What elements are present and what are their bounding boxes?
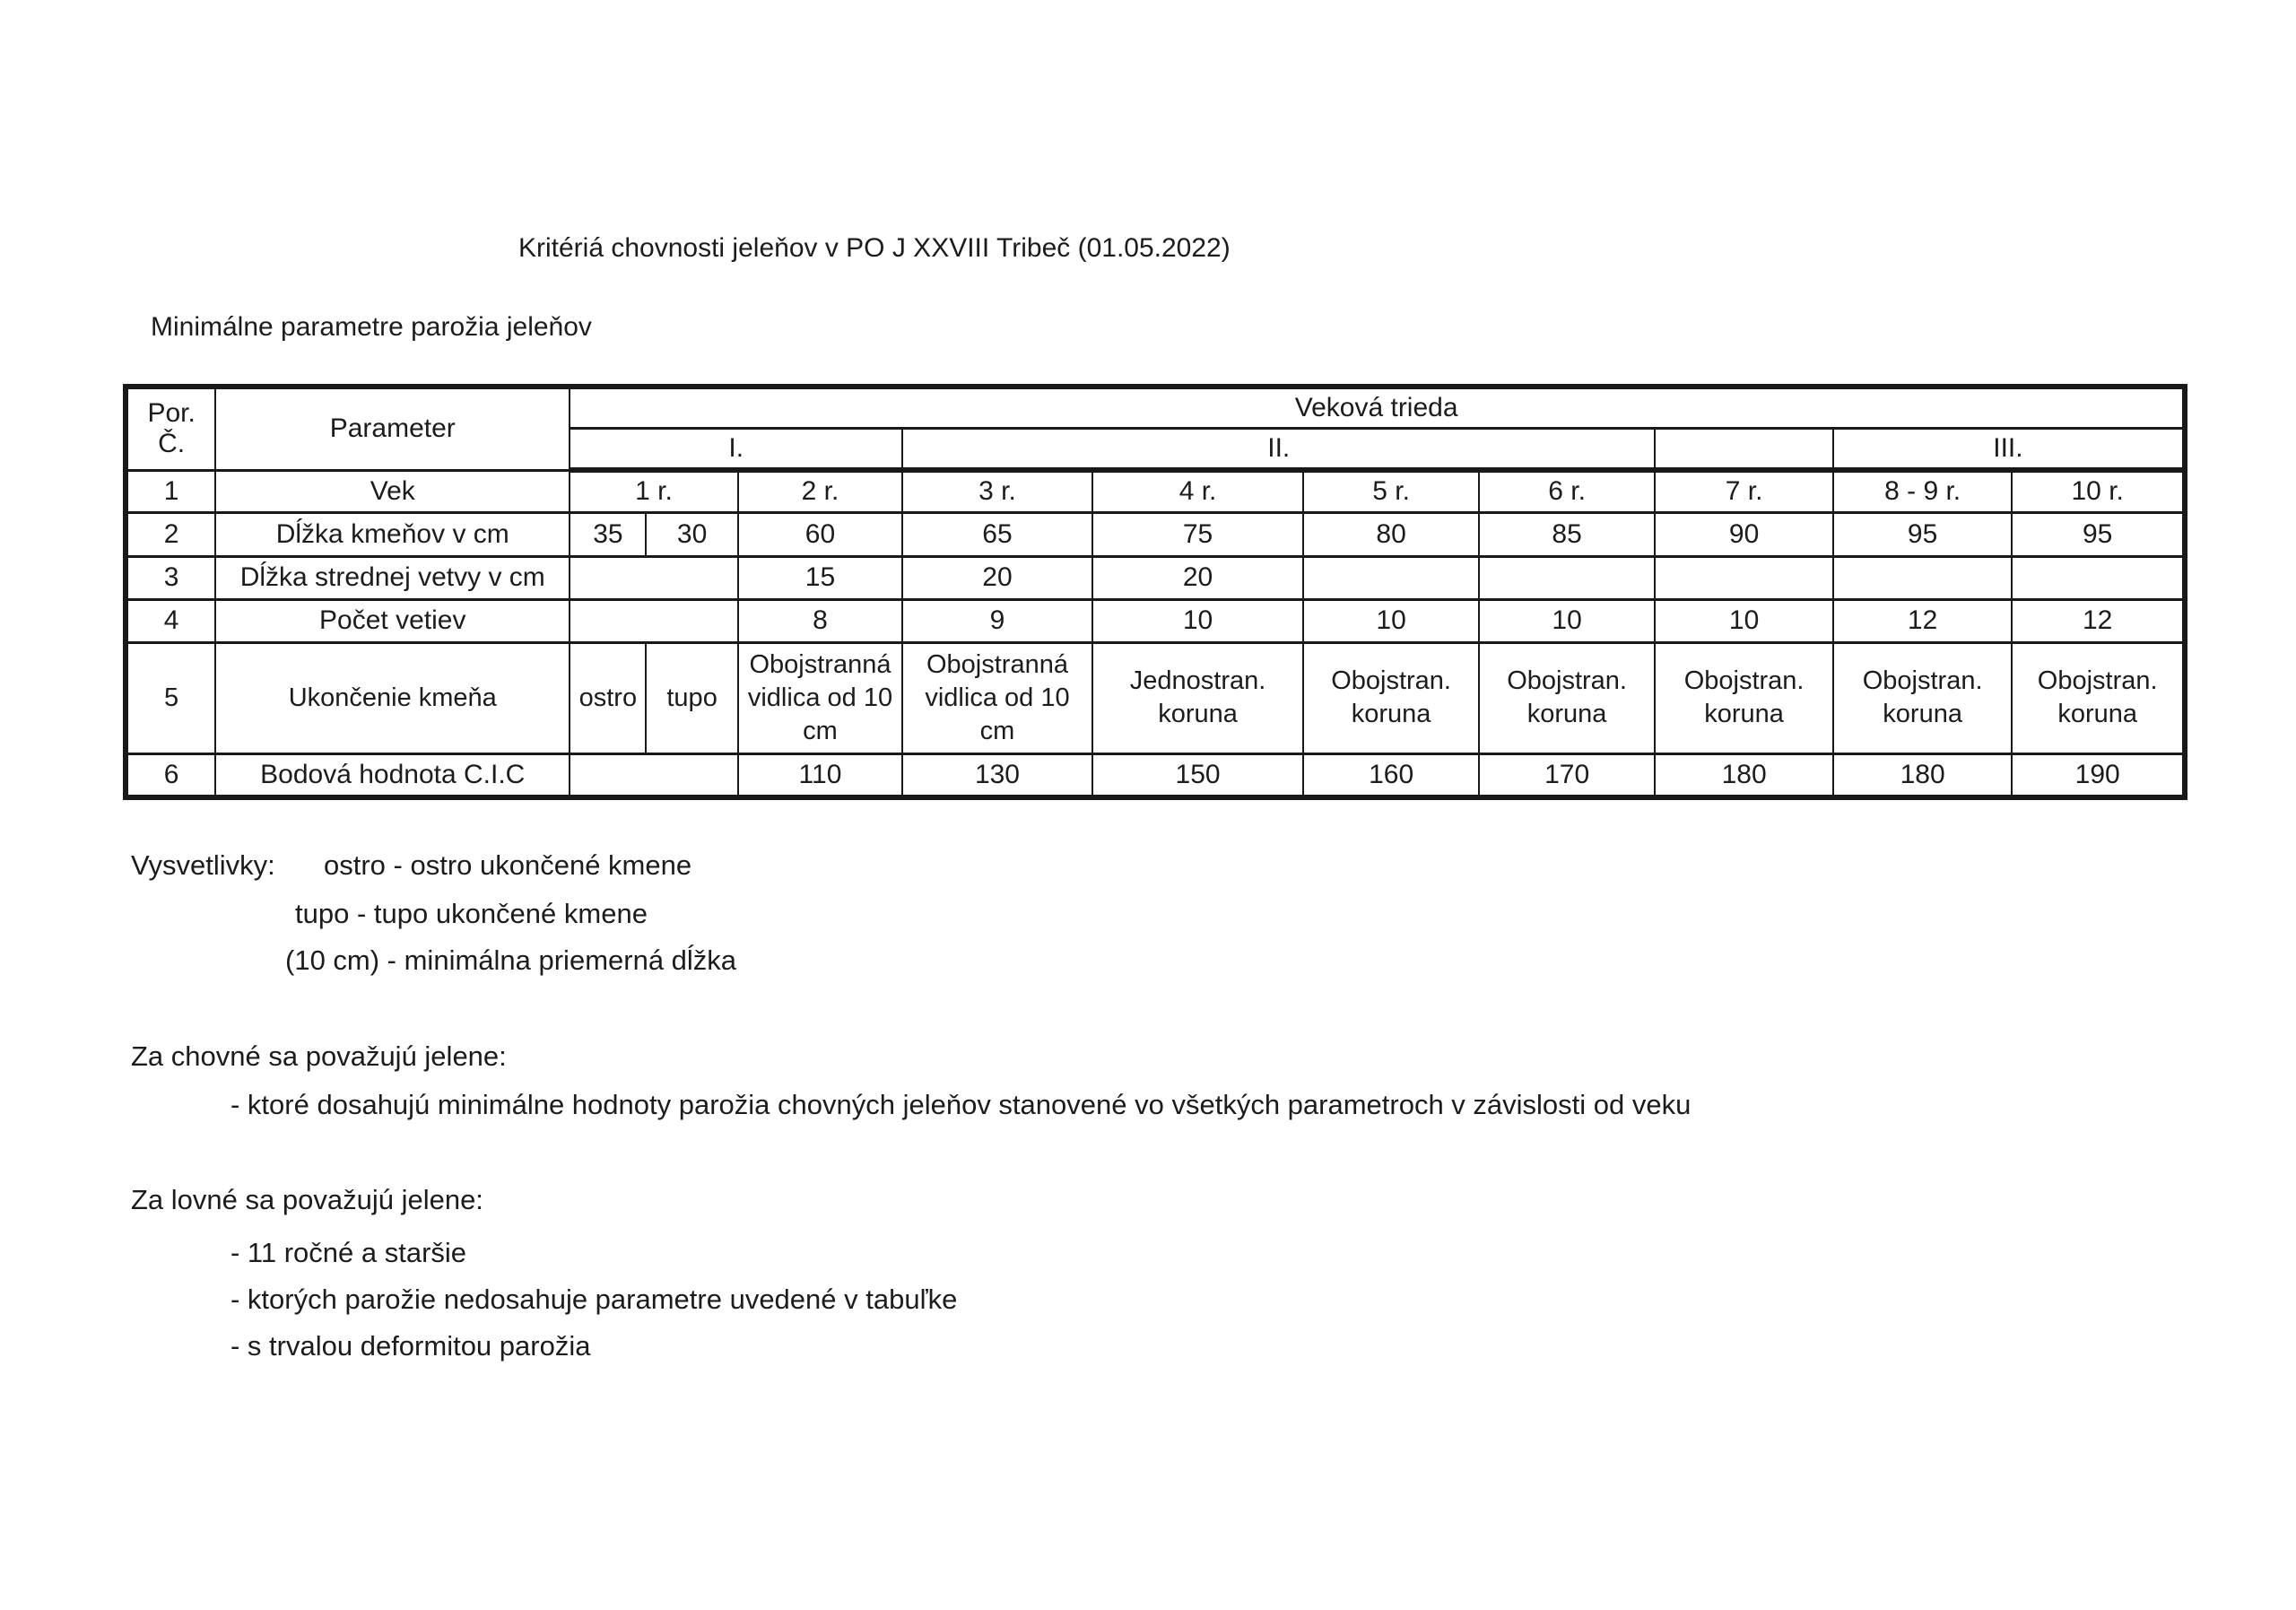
value-cell: 170 [1479,753,1656,797]
table-row-vek [126,470,2185,512]
value-cell: Obojstran. koruna [1479,642,1656,753]
value-cell [570,753,737,797]
value-cell: 10 [1655,599,1833,642]
value-cell: Obojstranná vidlica od 10 cm [738,642,902,753]
hunting-item: - 11 ročné a staršie [230,1237,467,1268]
hunting-item: - ktorých parožie nedosahuje parametre uvedené v tabuľke [230,1284,958,1315]
value-cell [1479,556,1656,599]
value-cell: 150 [1092,753,1304,797]
value-cell [1833,556,2013,599]
value-cell: 30 [646,512,737,556]
table-row-ukoncenie-kmena [126,642,2185,753]
value-cell: Obojstran. koruna [1303,642,1479,753]
header-por-c: Por. Č. [126,387,215,470]
value-cell: ostro [570,642,646,753]
value-cell: tupo [646,642,737,753]
header-group-ii: II. [902,428,1655,470]
row-number: 2 [126,512,215,556]
value-cell: 180 [1833,753,2013,797]
value-cell: 190 [2012,753,2185,797]
value-cell: 130 [902,753,1092,797]
value-cell: 7 r. [1655,470,1833,512]
page-subtitle: Minimálne parametre parožia jeleňov [151,312,592,342]
value-cell [1303,556,1479,599]
value-cell: 65 [902,512,1092,556]
value-cell [1655,556,1833,599]
value-cell: 10 [1303,599,1479,642]
value-cell: 110 [738,753,902,797]
value-cell: 4 r. [1092,470,1304,512]
legend-line: tupo - tupo ukončené kmene [295,898,648,929]
breeding-heading: Za chovné sa považujú jelene: [131,1040,507,1072]
row-number: 3 [126,556,215,599]
value-cell: 75 [1092,512,1304,556]
header-group-empty [1655,428,1833,470]
value-cell: 80 [1303,512,1479,556]
page-title: Kritériá chovnosti jeleňov v PO J XXVIII Tribeč (01.05.2022) [518,233,1231,263]
value-cell: 85 [1479,512,1656,556]
value-cell: 95 [2012,512,2185,556]
legend-label: Vysvetlivky: [131,849,275,881]
value-cell: 8 - 9 r. [1833,470,2013,512]
param-cell: Dĺžka kmeňov v cm [215,512,570,556]
value-cell: 60 [738,512,902,556]
value-cell: 9 [902,599,1092,642]
table-header-row [126,387,2185,428]
hunting-item: - s trvalou deformitou parožia [230,1330,591,1362]
row-number: 1 [126,470,215,512]
value-cell: 8 [738,599,902,642]
value-cell: Obojstran. koruna [1833,642,2013,753]
row-number: 6 [126,753,215,797]
value-cell: 10 [1092,599,1304,642]
value-cell [570,556,737,599]
param-cell: Počet vetiev [215,599,570,642]
value-cell: 12 [2012,599,2185,642]
value-cell: 6 r. [1479,470,1656,512]
criteria-table [123,384,2187,800]
header-vekova-trieda: Veková trieda [570,387,2185,428]
value-cell: 10 r. [2012,470,2185,512]
legend-line: (10 cm) - minimálna priemerná dĺžka [285,944,737,976]
value-cell: Jednostran. koruna [1092,642,1304,753]
table-row-pocet-vetiev [126,599,2185,642]
header-group-i: I. [570,428,902,470]
hunting-heading: Za lovné sa považujú jelene: [131,1184,483,1215]
param-cell: Ukončenie kmeňa [215,642,570,753]
value-cell: 12 [1833,599,2013,642]
value-cell: 10 [1479,599,1656,642]
value-cell: 3 r. [902,470,1092,512]
legend-line: ostro - ostro ukončené kmene [324,849,692,881]
value-cell: 20 [1092,556,1304,599]
value-cell: 160 [1303,753,1479,797]
header-group-iii: III. [1833,428,2185,470]
value-cell: 95 [1833,512,2013,556]
table-row-dlzka-kmenov [126,512,2185,556]
header-parameter: Parameter [215,387,570,470]
row-number: 4 [126,599,215,642]
param-cell: Bodová hodnota C.I.C [215,753,570,797]
param-cell: Dĺžka strednej vetvy v cm [215,556,570,599]
value-cell: 2 r. [738,470,902,512]
value-cell: 20 [902,556,1092,599]
value-cell: Obojstran. koruna [1655,642,1833,753]
breeding-item: - ktoré dosahujú minimálne hodnoty parožia chovných jeleňov stanovené vo všetkých parametroch v závislosti od veku [230,1089,1692,1120]
table-row-bodova-hodnota [126,753,2185,797]
value-cell: Obojstran. koruna [2012,642,2185,753]
value-cell: 180 [1655,753,1833,797]
value-cell: 5 r. [1303,470,1479,512]
param-cell: Vek [215,470,570,512]
value-cell: Obojstranná vidlica od 10 cm [902,642,1092,753]
row-number: 5 [126,642,215,753]
value-cell [2012,556,2185,599]
value-cell: 1 r. [570,470,737,512]
value-cell [570,599,737,642]
value-cell: 90 [1655,512,1833,556]
value-cell: 35 [570,512,646,556]
table-row-dlzka-strednej-vetvy [126,556,2185,599]
value-cell: 15 [738,556,902,599]
